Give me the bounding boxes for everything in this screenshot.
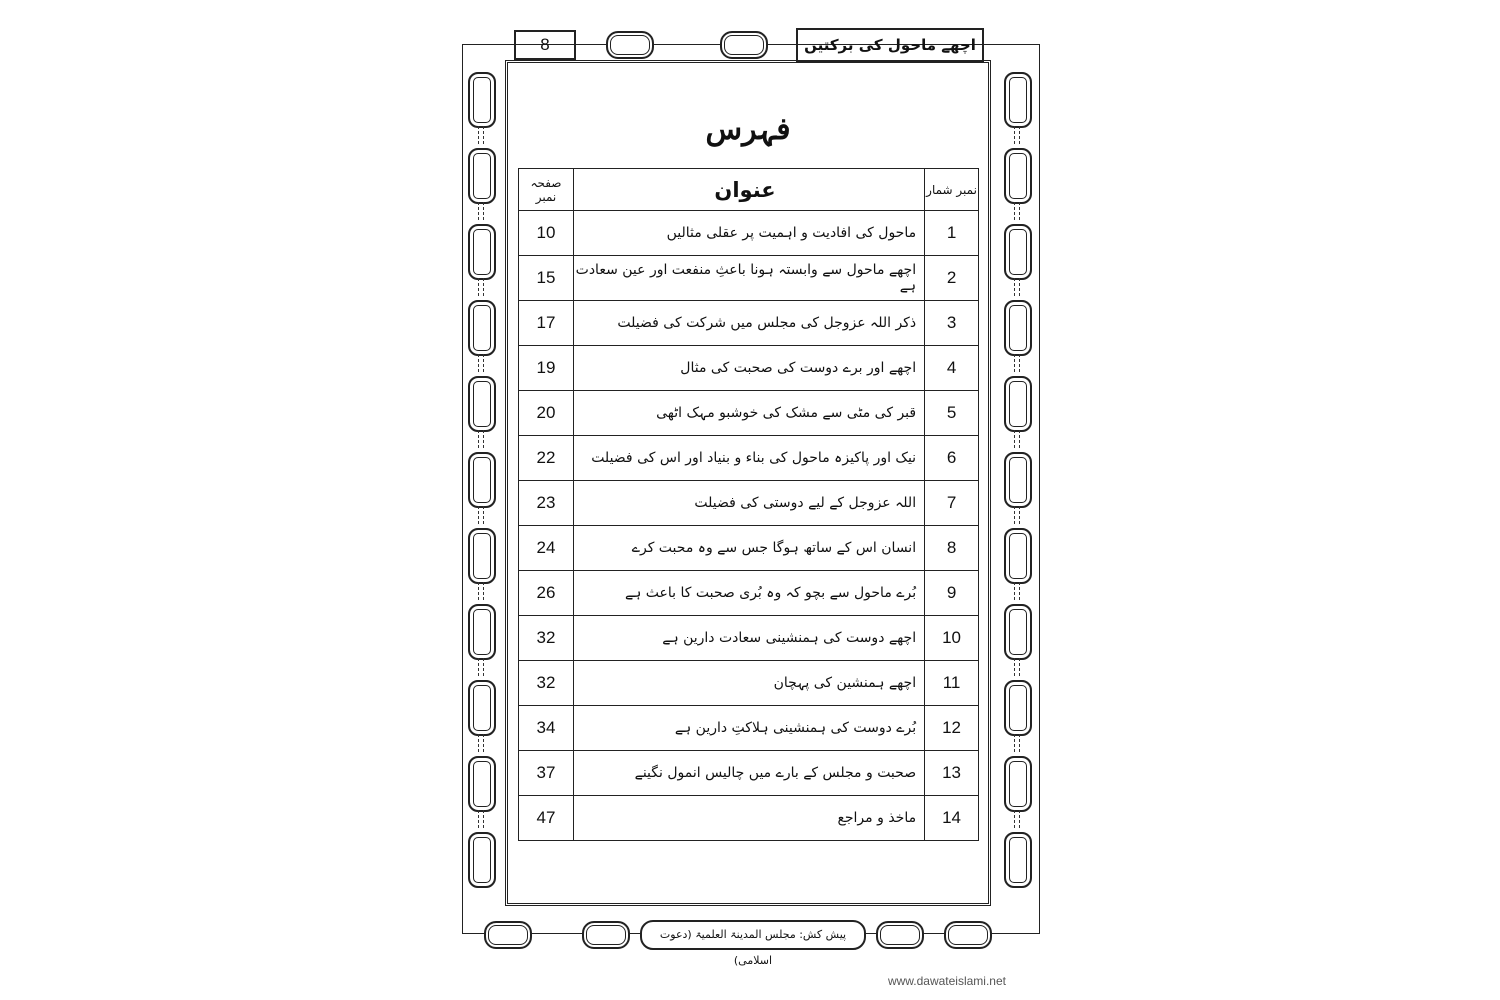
row-page: 32	[519, 661, 574, 706]
medallion-icon	[1004, 832, 1032, 888]
medallion-icon	[468, 528, 496, 584]
medallion-icon	[1004, 300, 1032, 356]
book-title: اچھے ماحول کی برکتیں	[796, 28, 984, 62]
medallion-icon	[468, 680, 496, 736]
row-title: انسان اس کے ساتھ ہوگا جس سے وہ محبت کرے	[573, 526, 924, 571]
left-ornament-border	[464, 62, 498, 904]
row-title: اللہ عزوجل کے لیے دوستی کی فضیلت	[573, 481, 924, 526]
chain-divider	[478, 202, 484, 220]
row-title: اچھے اور برے دوست کی صحبت کی مثال	[573, 346, 924, 391]
row-page: 17	[519, 301, 574, 346]
medallion-icon	[1004, 452, 1032, 508]
medallion-icon	[1004, 72, 1032, 128]
table-row	[519, 301, 979, 346]
table-row	[519, 436, 979, 481]
chain-divider	[478, 658, 484, 676]
table-of-contents	[518, 168, 979, 841]
seal-icon	[720, 31, 768, 59]
row-page: 24	[519, 526, 574, 571]
row-number: 1	[925, 211, 979, 256]
chain-divider	[1014, 810, 1020, 828]
row-title: بُرے ماحول سے بچو کہ وہ بُری صحبت کا باعث ہے	[573, 571, 924, 616]
table-row	[519, 526, 979, 571]
medallion-icon	[1004, 680, 1032, 736]
row-title: اچھے دوست کی ہمنشینی سعادت دارین ہے	[573, 616, 924, 661]
row-number: 4	[925, 346, 979, 391]
medallion-icon	[1004, 528, 1032, 584]
chain-divider	[1014, 126, 1020, 144]
chain-divider	[478, 506, 484, 524]
publisher-banner: پیش کش: مجلس المدینۃ العلمیۃ (دعوت اسلامی)	[640, 920, 866, 950]
medallion-icon	[468, 300, 496, 356]
chain-divider	[478, 430, 484, 448]
column-header-title: عنوان	[573, 169, 924, 211]
row-page: 26	[519, 571, 574, 616]
row-number: 9	[925, 571, 979, 616]
seal-icon	[944, 921, 992, 949]
chain-divider	[1014, 430, 1020, 448]
row-page: 37	[519, 751, 574, 796]
page-number: 8	[514, 30, 576, 60]
table-header-row	[519, 169, 979, 211]
medallion-icon	[468, 756, 496, 812]
row-number: 10	[925, 616, 979, 661]
table-row	[519, 571, 979, 616]
row-page: 22	[519, 436, 574, 481]
chain-divider	[478, 278, 484, 296]
medallion-icon	[468, 72, 496, 128]
row-number: 5	[925, 391, 979, 436]
column-header-serial: نمبر شمار	[925, 169, 979, 211]
table-row	[519, 256, 979, 301]
seal-icon	[582, 921, 630, 949]
medallion-icon	[1004, 224, 1032, 280]
table-row	[519, 391, 979, 436]
chain-divider	[478, 354, 484, 372]
medallion-icon	[1004, 376, 1032, 432]
row-page: 23	[519, 481, 574, 526]
chain-divider	[478, 582, 484, 600]
row-page: 20	[519, 391, 574, 436]
chain-divider	[478, 734, 484, 752]
chain-divider	[1014, 202, 1020, 220]
table-row	[519, 616, 979, 661]
medallion-icon	[1004, 148, 1032, 204]
row-title: اچھے ماحول سے وابستہ ہونا باعثِ منفعت اور عین سعادت ہے	[573, 256, 924, 301]
website-url: www.dawateislami.net	[887, 974, 1006, 988]
row-number: 6	[925, 436, 979, 481]
row-number: 3	[925, 301, 979, 346]
row-page: 15	[519, 256, 574, 301]
page-title: فہرس	[705, 112, 791, 147]
chain-divider	[1014, 278, 1020, 296]
row-page: 19	[519, 346, 574, 391]
medallion-icon	[468, 224, 496, 280]
row-number: 11	[925, 661, 979, 706]
medallion-icon	[468, 148, 496, 204]
row-number: 7	[925, 481, 979, 526]
chain-divider	[478, 126, 484, 144]
chain-divider	[1014, 658, 1020, 676]
table-row	[519, 211, 979, 256]
chain-divider	[1014, 582, 1020, 600]
table-row	[519, 751, 979, 796]
medallion-icon	[468, 604, 496, 660]
chain-divider	[478, 810, 484, 828]
chain-divider	[1014, 354, 1020, 372]
medallion-icon	[468, 832, 496, 888]
column-header-page: صفحہ نمبر	[519, 169, 574, 211]
row-title: قبر کی مٹی سے مشک کی خوشبو مہک اٹھی	[573, 391, 924, 436]
row-number: 8	[925, 526, 979, 571]
row-title: ماخذ و مراجع	[573, 796, 924, 841]
table-row	[519, 346, 979, 391]
row-page: 10	[519, 211, 574, 256]
row-number: 2	[925, 256, 979, 301]
seal-icon	[606, 31, 654, 59]
row-number: 13	[925, 751, 979, 796]
row-title: نیک اور پاکیزہ ماحول کی بناء و بنیاد اور اس کی فضیلت	[573, 436, 924, 481]
seal-icon	[484, 921, 532, 949]
row-page: 47	[519, 796, 574, 841]
medallion-icon	[1004, 604, 1032, 660]
row-page: 32	[519, 616, 574, 661]
row-title: ذکر اللہ عزوجل کی مجلس میں شرکت کی فضیلت	[573, 301, 924, 346]
seal-icon	[876, 921, 924, 949]
medallion-icon	[468, 376, 496, 432]
row-title: ماحول کی افادیت و اہمیت پر عقلی مثالیں	[573, 211, 924, 256]
chain-divider	[1014, 506, 1020, 524]
row-number: 14	[925, 796, 979, 841]
medallion-icon	[468, 452, 496, 508]
row-page: 34	[519, 706, 574, 751]
table-row	[519, 796, 979, 841]
chain-divider	[1014, 734, 1020, 752]
table-row	[519, 706, 979, 751]
table-row	[519, 661, 979, 706]
row-number: 12	[925, 706, 979, 751]
row-title: بُرے دوست کی ہمنشینی ہلاکتِ دارین ہے	[573, 706, 924, 751]
right-ornament-border	[1000, 62, 1034, 904]
medallion-icon	[1004, 756, 1032, 812]
row-title: اچھے ہمنشین کی پہچان	[573, 661, 924, 706]
table-row	[519, 481, 979, 526]
row-title: صحبت و مجلس کے بارے میں چالیس انمول نگینے	[573, 751, 924, 796]
